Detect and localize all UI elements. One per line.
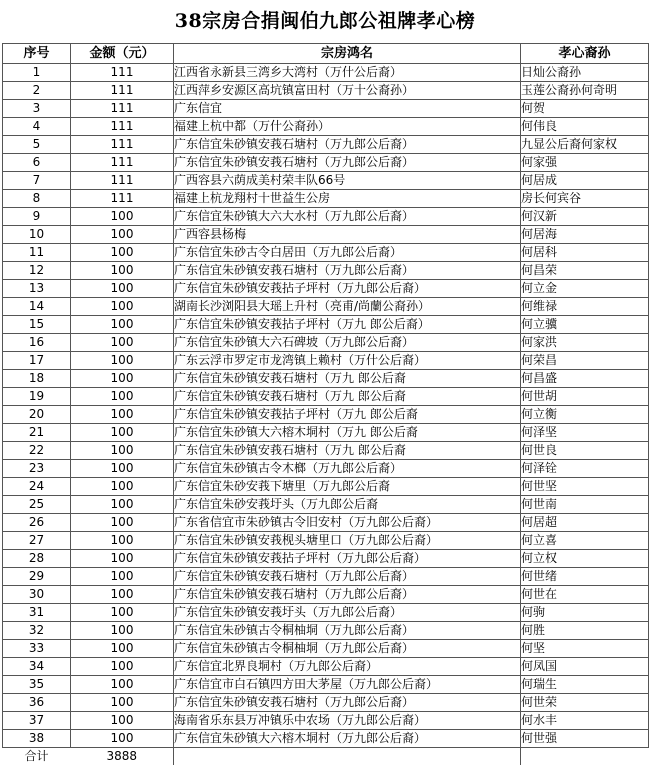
cell-descendant: 何世强 xyxy=(521,730,649,748)
cell-descendant: 何瑞生 xyxy=(521,676,649,694)
cell-index: 4 xyxy=(3,118,71,136)
cell-index: 11 xyxy=(3,244,71,262)
cell-index: 30 xyxy=(3,586,71,604)
cell-descendant: 何伟良 xyxy=(521,118,649,136)
cell-index: 25 xyxy=(3,496,71,514)
cell-clan: 广东信宜朱砂镇安莪石塘村（万九郎公后裔） xyxy=(174,694,521,712)
cell-clan: 广东信宜朱砂镇大六榕木垌村（万九郎公后裔） xyxy=(174,730,521,748)
column-header-amount[interactable]: 金额（元） xyxy=(71,44,174,64)
table-row[interactable] xyxy=(3,118,649,136)
cell-descendant: 何世绪 xyxy=(521,568,649,586)
cell-descendant: 何汉新 xyxy=(521,208,649,226)
table-row[interactable] xyxy=(3,514,649,532)
cell-descendant: 九显公后裔何家权 xyxy=(521,136,649,154)
cell-index: 13 xyxy=(3,280,71,298)
cell-amount: 111 xyxy=(71,172,174,190)
total-row xyxy=(3,748,649,766)
cell-clan: 广东信宜朱砂镇安莪石塘村（万九 郎公后裔 xyxy=(174,370,521,388)
cell-descendant: 何坚 xyxy=(521,640,649,658)
table-row[interactable] xyxy=(3,460,649,478)
table-row[interactable] xyxy=(3,316,649,334)
table-row[interactable] xyxy=(3,532,649,550)
cell-amount: 100 xyxy=(71,244,174,262)
cell-clan: 广东信宜朱砂镇大六榕木垌村（万九 郎公后裔 xyxy=(174,424,521,442)
cell-amount: 100 xyxy=(71,676,174,694)
cell-index: 29 xyxy=(3,568,71,586)
table-row[interactable] xyxy=(3,64,649,82)
cell-clan: 广东信宜朱砂安莪圩头（万九郎公后裔 xyxy=(174,496,521,514)
cell-index: 24 xyxy=(3,478,71,496)
cell-descendant: 何世在 xyxy=(521,586,649,604)
cell-amount: 100 xyxy=(71,550,174,568)
cell-index: 7 xyxy=(3,172,71,190)
cell-clan: 广东信宜朱砂镇安莪石塘村（万九 郎公后裔 xyxy=(174,388,521,406)
cell-descendant: 何荣昌 xyxy=(521,352,649,370)
cell-amount: 100 xyxy=(71,640,174,658)
cell-clan: 广东信宜 xyxy=(174,100,521,118)
cell-index: 34 xyxy=(3,658,71,676)
table-header-row xyxy=(3,44,649,64)
cell-clan: 广东信宜朱砂镇安莪圩头（万九郎公后裔） xyxy=(174,604,521,622)
cell-descendant: 何居成 xyxy=(521,172,649,190)
cell-amount: 100 xyxy=(71,280,174,298)
cell-amount: 100 xyxy=(71,622,174,640)
cell-clan: 广东信宜朱砂镇安莪枧头塘里口（万九郎公后裔） xyxy=(174,532,521,550)
cell-amount: 100 xyxy=(71,496,174,514)
cell-index: 1 xyxy=(3,64,71,82)
cell-index: 31 xyxy=(3,604,71,622)
table-row[interactable] xyxy=(3,190,649,208)
cell-index: 20 xyxy=(3,406,71,424)
column-header-descendants[interactable]: 孝心裔孙 xyxy=(521,44,649,64)
cell-amount: 111 xyxy=(71,136,174,154)
cell-descendant: 何世坚 xyxy=(521,478,649,496)
cell-clan: 广东信宜朱砂镇安莪石塘村（万九郎公后裔） xyxy=(174,262,521,280)
column-header-clan[interactable]: 宗房鸿名 xyxy=(174,44,521,64)
cell-index: 37 xyxy=(3,712,71,730)
total-label: 合计 xyxy=(24,749,49,763)
cell-descendant: 何居科 xyxy=(521,244,649,262)
table-row[interactable] xyxy=(3,694,649,712)
cell-descendant: 何昌荣 xyxy=(521,262,649,280)
table-row[interactable] xyxy=(3,298,649,316)
total-desc-empty xyxy=(521,748,649,766)
table-row[interactable] xyxy=(3,712,649,730)
cell-descendant: 何居超 xyxy=(521,514,649,532)
table-row[interactable] xyxy=(3,136,649,154)
cell-clan: 广东信宜朱砂镇安莪拈子坪村（万九郎公后裔） xyxy=(174,550,521,568)
cell-amount: 100 xyxy=(71,694,174,712)
cell-index: 22 xyxy=(3,442,71,460)
cell-clan: 广东信宜朱砂镇大六大水村（万九郎公后裔） xyxy=(174,208,521,226)
cell-index: 12 xyxy=(3,262,71,280)
cell-amount: 111 xyxy=(71,82,174,100)
table-row[interactable] xyxy=(3,730,649,748)
table-row[interactable] xyxy=(3,334,649,352)
table-row[interactable] xyxy=(3,262,649,280)
cell-descendant: 何胜 xyxy=(521,622,649,640)
table-row[interactable] xyxy=(3,100,649,118)
cell-clan: 广东信宜北界良垌村（万九郎公后裔） xyxy=(174,658,521,676)
cell-descendant: 何立衡 xyxy=(521,406,649,424)
column-header-index[interactable]: 序号 xyxy=(3,44,71,64)
cell-clan: 广东省信宜市朱砂镇古令旧安村（万九郎公后裔） xyxy=(174,514,521,532)
cell-clan: 广东信宜朱砂镇安莪石塘村（万九郎公后裔） xyxy=(174,586,521,604)
cell-descendant: 何立权 xyxy=(521,550,649,568)
cell-index: 35 xyxy=(3,676,71,694)
cell-descendant: 何家洪 xyxy=(521,334,649,352)
total-amount: 3888 xyxy=(106,749,138,763)
cell-clan: 广东信宜朱砂镇古令木榔（万九郎公后裔） xyxy=(174,460,521,478)
cell-amount: 100 xyxy=(71,352,174,370)
cell-descendant: 何世南 xyxy=(521,496,649,514)
cell-clan: 海南省乐东县万冲镇乐中农场（万九郎公后裔） xyxy=(174,712,521,730)
table-row[interactable] xyxy=(3,370,649,388)
cell-clan: 广东云浮市罗定市龙湾镇上赖村（万什公后裔） xyxy=(174,352,521,370)
cell-index: 2 xyxy=(3,82,71,100)
cell-amount: 100 xyxy=(71,370,174,388)
table-row[interactable] xyxy=(3,640,649,658)
cell-clan: 广东信宜朱砂镇安莪拈子坪村（万九 郎公后裔 xyxy=(174,406,521,424)
table-row[interactable] xyxy=(3,586,649,604)
cell-clan: 广西容县杨梅 xyxy=(174,226,521,244)
cell-clan: 广东信宜朱砂镇安莪石塘村（万九 郎公后裔 xyxy=(174,442,521,460)
table-row[interactable] xyxy=(3,82,649,100)
page-title: 38宗房合捐闽伯九郎公祖牌孝心榜 xyxy=(174,10,476,32)
cell-amount: 100 xyxy=(71,298,174,316)
cell-descendant: 何立骥 xyxy=(521,316,649,334)
table-row[interactable] xyxy=(3,658,649,676)
cell-clan: 湖南长沙浏阳县大瑶上升村（亮甫/尚蘭公裔孙） xyxy=(174,298,521,316)
cell-amount: 100 xyxy=(71,226,174,244)
table-row[interactable] xyxy=(3,244,649,262)
cell-index: 16 xyxy=(3,334,71,352)
table-row[interactable] xyxy=(3,226,649,244)
table-row[interactable] xyxy=(3,442,649,460)
cell-amount: 111 xyxy=(71,64,174,82)
cell-clan: 广东信宜朱砂镇古令桐柚垌（万九郎公后裔） xyxy=(174,622,521,640)
cell-index: 8 xyxy=(3,190,71,208)
table-row[interactable] xyxy=(3,478,649,496)
cell-index: 9 xyxy=(3,208,71,226)
cell-amount: 111 xyxy=(71,154,174,172)
table-row[interactable] xyxy=(3,676,649,694)
cell-index: 14 xyxy=(3,298,71,316)
cell-descendant: 日灿公裔孙 xyxy=(521,64,649,82)
cell-amount: 100 xyxy=(71,532,174,550)
cell-index: 36 xyxy=(3,694,71,712)
cell-index: 19 xyxy=(3,388,71,406)
cell-clan: 广东信宜朱砂镇安莪石塘村（万九郎公后裔） xyxy=(174,154,521,172)
table-row[interactable] xyxy=(3,154,649,172)
cell-clan: 广东信宜朱砂镇安莪拈子坪村（万九 郎公后裔） xyxy=(174,316,521,334)
cell-clan: 广东信宜朱砂镇古令桐柚垌（万九郎公后裔） xyxy=(174,640,521,658)
cell-clan: 广东信宜朱砂镇安莪石塘村（万九郎公后裔） xyxy=(174,136,521,154)
cell-amount: 100 xyxy=(71,568,174,586)
table-row[interactable] xyxy=(3,352,649,370)
cell-descendant: 何昌盛 xyxy=(521,370,649,388)
cell-amount: 100 xyxy=(71,460,174,478)
cell-clan: 广东信宜市白石镇四方田大茅屋（万九郎公后裔） xyxy=(174,676,521,694)
cell-clan: 广东信宜朱砂镇安莪拈子坪村（万九郎公后裔） xyxy=(174,280,521,298)
cell-descendant: 何水丰 xyxy=(521,712,649,730)
cell-descendant: 房长何宾谷 xyxy=(521,190,649,208)
cell-descendant: 何凤国 xyxy=(521,658,649,676)
cell-index: 17 xyxy=(3,352,71,370)
table-row[interactable] xyxy=(3,406,649,424)
cell-amount: 100 xyxy=(71,316,174,334)
cell-clan: 广西容县六荫成美村荣丰队66号 xyxy=(174,172,521,190)
cell-amount: 100 xyxy=(71,334,174,352)
cell-amount: 100 xyxy=(71,388,174,406)
cell-amount: 100 xyxy=(71,478,174,496)
table-row[interactable] xyxy=(3,172,649,190)
cell-clan: 广东信宜朱砂安莪下塘里（万九郎公后裔 xyxy=(174,478,521,496)
cell-descendant: 何贺 xyxy=(521,100,649,118)
cell-amount: 100 xyxy=(71,658,174,676)
cell-index: 23 xyxy=(3,460,71,478)
cell-amount: 100 xyxy=(71,442,174,460)
cell-clan: 广东信宜朱砂镇安莪石塘村（万九郎公后裔） xyxy=(174,568,521,586)
cell-amount: 100 xyxy=(71,424,174,442)
cell-index: 32 xyxy=(3,622,71,640)
cell-amount: 100 xyxy=(71,514,174,532)
cell-clan: 广东信宜朱砂镇大六石碑坡（万九郎公后裔） xyxy=(174,334,521,352)
cell-index: 27 xyxy=(3,532,71,550)
cell-amount: 100 xyxy=(71,208,174,226)
cell-descendant: 玉莲公裔孙何奇明 xyxy=(521,82,649,100)
cell-clan: 江西萍乡安源区高坑镇富田村（万十公裔孙） xyxy=(174,82,521,100)
cell-clan: 福建上杭中都（万什公裔孙） xyxy=(174,118,521,136)
cell-clan: 江西省永新县三湾乡大湾村（万什公后裔） xyxy=(174,64,521,82)
cell-amount: 100 xyxy=(71,712,174,730)
cell-amount: 100 xyxy=(71,406,174,424)
cell-index: 33 xyxy=(3,640,71,658)
table-row[interactable] xyxy=(3,496,649,514)
cell-descendant: 何泽铨 xyxy=(521,460,649,478)
cell-amount: 111 xyxy=(71,118,174,136)
cell-index: 5 xyxy=(3,136,71,154)
cell-index: 6 xyxy=(3,154,71,172)
cell-amount: 100 xyxy=(71,730,174,748)
cell-index: 18 xyxy=(3,370,71,388)
cell-index: 10 xyxy=(3,226,71,244)
table-body xyxy=(3,64,649,748)
cell-index: 21 xyxy=(3,424,71,442)
cell-amount: 100 xyxy=(71,586,174,604)
cell-index: 15 xyxy=(3,316,71,334)
cell-clan: 福建上杭龙翔村十世益生公房 xyxy=(174,190,521,208)
table-row[interactable] xyxy=(3,622,649,640)
cell-amount: 111 xyxy=(71,100,174,118)
cell-index: 26 xyxy=(3,514,71,532)
cell-amount: 100 xyxy=(71,262,174,280)
cell-descendant: 何居海 xyxy=(521,226,649,244)
cell-descendant: 何立喜 xyxy=(521,532,649,550)
cell-descendant: 何维禄 xyxy=(521,298,649,316)
cell-descendant: 何家强 xyxy=(521,154,649,172)
table-row[interactable] xyxy=(3,568,649,586)
donation-table xyxy=(2,43,649,765)
cell-descendant: 何驹 xyxy=(521,604,649,622)
cell-descendant: 何世荣 xyxy=(521,694,649,712)
cell-descendant: 何世胡 xyxy=(521,388,649,406)
cell-amount: 100 xyxy=(71,604,174,622)
table-row[interactable] xyxy=(3,280,649,298)
cell-clan: 广东信宜朱砂古令白居田（万九郎公后裔） xyxy=(174,244,521,262)
cell-descendant: 何世良 xyxy=(521,442,649,460)
cell-index: 38 xyxy=(3,730,71,748)
total-clan-empty xyxy=(174,748,521,766)
table-row[interactable] xyxy=(3,424,649,442)
cell-index: 3 xyxy=(3,100,71,118)
table-row[interactable] xyxy=(3,208,649,226)
table-row[interactable] xyxy=(3,388,649,406)
table-row[interactable] xyxy=(3,604,649,622)
cell-descendant: 何立金 xyxy=(521,280,649,298)
table-row[interactable] xyxy=(3,550,649,568)
cell-index: 28 xyxy=(3,550,71,568)
cell-amount: 111 xyxy=(71,190,174,208)
cell-descendant: 何泽坚 xyxy=(521,424,649,442)
